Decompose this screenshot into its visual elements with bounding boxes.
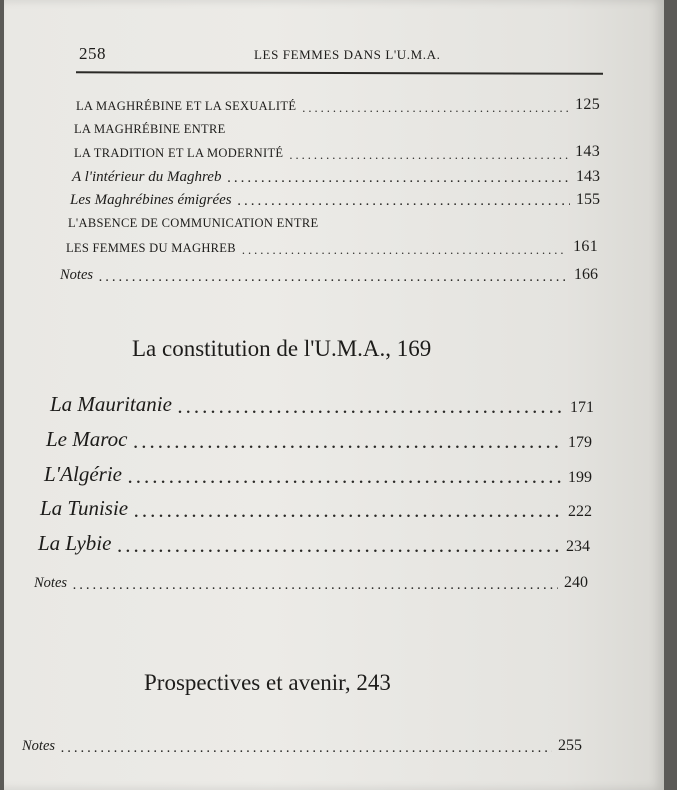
section-title: Prospectives et avenir, 243 <box>144 670 391 695</box>
toc-entry-notes <box>22 737 582 755</box>
toc-entry-page: 125 <box>575 96 600 113</box>
toc-entry-page: 161 <box>573 238 598 255</box>
toc-entry-label: La Lybie <box>38 531 112 555</box>
toc-entry <box>66 238 598 256</box>
book-page <box>4 0 664 790</box>
toc-entry-label: L'Algérie <box>44 462 122 486</box>
toc-entry-page: 171 <box>570 399 594 416</box>
toc-entry <box>46 427 592 452</box>
toc-entry-page: 222 <box>568 503 592 520</box>
leader-dots <box>128 466 562 487</box>
leader-dots <box>178 396 564 417</box>
toc-entry-label: A l'intérieur du Maghreb <box>72 169 222 185</box>
toc-entry-label: La Mauritanie <box>50 392 172 416</box>
leader-dots <box>117 535 560 556</box>
header-rule <box>76 71 603 74</box>
leader-dots <box>242 244 567 257</box>
leader-dots <box>134 500 562 521</box>
leader-dots <box>99 270 568 285</box>
section-title: La constitution de l'U.M.A., 169 <box>132 336 432 361</box>
toc-entry <box>44 462 592 487</box>
toc-entry-page: 143 <box>575 143 600 160</box>
toc-entry-label: Notes <box>22 738 56 754</box>
toc-entry-label: LA TRADITION ET LA MODERNITÉ <box>74 146 284 160</box>
toc-entry <box>76 96 600 114</box>
leader-dots <box>289 149 569 162</box>
page-header <box>74 44 604 68</box>
leader-dots <box>133 431 562 452</box>
running-title: LES FEMMES DANS L'U.M.A. <box>254 47 441 62</box>
toc-entry-page: 166 <box>574 266 598 283</box>
leader-dots <box>73 578 558 593</box>
toc-entry-page: 240 <box>564 574 588 591</box>
toc-entry-label: Notes <box>60 267 94 283</box>
toc-entry-label: LES FEMMES DU MAGHREB <box>66 241 236 255</box>
toc-entry <box>70 191 600 209</box>
toc-entry-notes <box>34 574 588 592</box>
toc-entry <box>40 496 592 521</box>
toc-entry-label-line1: L'ABSENCE DE COMMUNICATION ENTRE <box>68 216 319 230</box>
toc-entry-page: 199 <box>568 469 592 486</box>
toc-entry-label: Notes <box>34 575 68 591</box>
toc-entry-page: 179 <box>568 434 592 451</box>
toc-entry <box>74 143 600 161</box>
toc-entry-label: Le Maroc <box>46 427 128 451</box>
toc-entry-label: LA MAGHRÉBINE ET LA SEXUALITÉ <box>76 99 297 113</box>
leader-dots <box>238 194 570 209</box>
toc-entry-label: La Tunisie <box>40 496 129 520</box>
toc-entry-label: Les Maghrébines émigrées <box>70 192 232 208</box>
leader-dots <box>227 171 570 186</box>
toc-entry-page: 143 <box>576 168 600 185</box>
toc-entry-label-line1: LA MAGHRÉBINE ENTRE <box>74 122 226 136</box>
toc-entry-notes <box>60 266 598 284</box>
leader-dots <box>302 102 569 115</box>
toc-entry-page: 234 <box>566 538 590 555</box>
leader-dots <box>61 741 552 756</box>
toc-entry-page: 255 <box>558 737 582 754</box>
toc-entry <box>50 392 594 417</box>
page-number: 258 <box>79 44 106 63</box>
toc-entry-page: 155 <box>576 191 600 208</box>
toc-entry <box>72 168 600 186</box>
toc-entry <box>38 531 590 556</box>
